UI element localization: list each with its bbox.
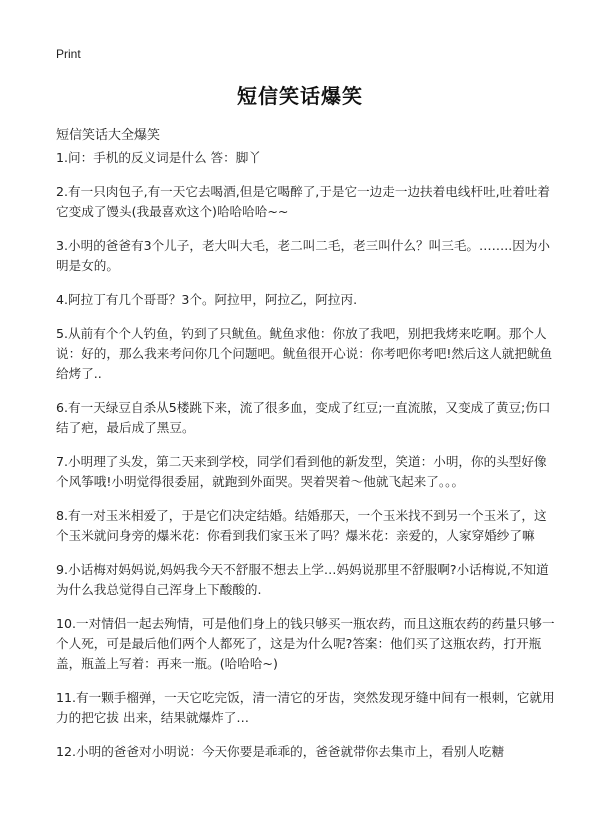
- list-item: 9.小话梅对妈妈说,妈妈我今天不舒服不想去上学…妈妈说那里不舒服啊?小话梅说,不知道为什么我总觉得自己浑身上下酸酸的.: [56, 562, 549, 597]
- list-item: 4.阿拉丁有几个哥哥？3个。阿拉甲，阿拉乙，阿拉丙.: [56, 292, 358, 307]
- document-subtitle: 短信笑话大全爆笑: [56, 128, 161, 143]
- list-item: 8.有一对玉米相爱了，于是它们决定结婚。结婚那天，一个玉米找不到另一个玉米了，这个玉米就问身旁的爆米花：你看到我们家玉米了吗？爆米花：亲爱的，人家穿婚纱了嘛: [56, 508, 547, 543]
- list-item: 7.小明理了头发，第二天来到学校，同学们看到他的新发型，笑道：小明，你的头型好像个风筝哦!小明觉得很委屈，就跑到外面哭。哭着哭着～他就飞起来了。。。: [56, 454, 547, 489]
- list-item: 2.有一只肉包子,有一天它去喝酒,但是它喝醉了,于是它一边走一边扶着电线杆吐,吐着吐着 它变成了馒头(我最喜欢这个)哈哈哈哈~~: [56, 184, 550, 219]
- list-item: 11.有一颗手榴弹，一天它吃完饭，清一清它的牙齿，突然发现牙缝中间有一根刺，它就用力的把它拔 出来，结果就爆炸了…: [56, 690, 555, 725]
- page-title: 短信笑话爆笑: [237, 84, 363, 108]
- list-item: 3.小明的爸爸有3个儿子，老大叫大毛，老二叫二毛，老三叫什么？叫三毛。……..因为小明是女的。: [56, 238, 551, 273]
- joke-list: [56, 148, 556, 776]
- list-item: 6.有一天绿豆自杀从5楼跳下来，流了很多血，变成了红豆;一直流脓，又变成了黄豆;伤口结了疤，最后成了黑豆。: [56, 400, 551, 435]
- list-item: 10.一对情侣一起去殉情，可是他们身上的钱只够买一瓶农药，而且这瓶农药的药量只够一个人死，可是最后他们两个人都死了，这是为什么呢?答案：他们买了这瓶农药，打开瓶盖，瓶盖上写着：再来一瓶。(哈哈哈~): [56, 616, 555, 671]
- list-item: 1.问：手机的反义词是什么 答：脚丫: [56, 150, 261, 165]
- print-label: Print: [56, 47, 81, 61]
- list-item: 12.小明的爸爸对小明说：今天你要是乖乖的，爸爸就带你去集市上，看别人吃糖: [56, 744, 505, 759]
- list-item: 5.从前有个个人钓鱼，钓到了只鱿鱼。鱿鱼求他：你放了我吧，别把我烤来吃啊。那个人说：好的，那么我来考问你几个问题吧。鱿鱼很开心说：你考吧你考吧!然后这人就把鱿鱼给烤了..: [56, 326, 553, 381]
